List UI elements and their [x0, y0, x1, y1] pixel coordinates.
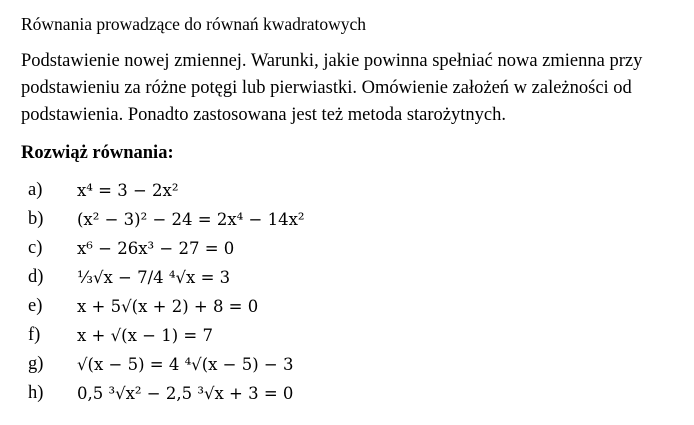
list-item — [21, 176, 681, 205]
item-letter: e) — [28, 296, 43, 316]
document-page — [21, 12, 681, 408]
equation: √(x − 5) = 4 ⁴√(x − 5) − 3 — [77, 354, 294, 374]
equation: x⁶ − 26x³ − 27 = 0 — [77, 238, 235, 258]
item-letter: a) — [28, 180, 43, 200]
equation: ⅓√x − 7/4 ⁴√x = 3 — [77, 267, 231, 287]
exercise-heading: Rozwiąż równania: — [21, 143, 174, 163]
list-item — [21, 379, 681, 408]
equation-list — [21, 176, 681, 408]
equation: (x² − 3)² − 24 = 2x⁴ − 14x² — [77, 209, 305, 229]
list-item — [21, 234, 681, 263]
equation: x + 5√(x + 2) + 8 = 0 — [77, 296, 259, 316]
item-letter: h) — [28, 383, 44, 403]
item-letter: d) — [28, 267, 44, 287]
list-item — [21, 350, 681, 379]
list-item — [21, 292, 681, 321]
item-letter: f) — [28, 325, 41, 345]
list-item — [21, 205, 681, 234]
equation: x + √(x − 1) = 7 — [77, 325, 213, 345]
equation: 0,5 ³√x² − 2,5 ³√x + 3 = 0 — [77, 383, 294, 403]
list-item — [21, 263, 681, 292]
equation: x⁴ = 3 − 2x² — [77, 180, 179, 200]
intro-paragraph: Podstawienie nowej zmiennej. Warunki, jakie powinna spełniać nowa zmienna przy podstawieniu za różne potęgi lub pierwiastki. Omówienie założeń w zależności od podstawienia. Ponadto zastosowana jest też metoda starożytnych. — [21, 51, 643, 125]
list-item — [21, 321, 681, 350]
item-letter: g) — [28, 354, 44, 374]
item-letter: c) — [28, 238, 43, 258]
document-title: Równania prowadzące do równań kwadratowych — [21, 14, 367, 34]
item-letter: b) — [28, 209, 44, 229]
